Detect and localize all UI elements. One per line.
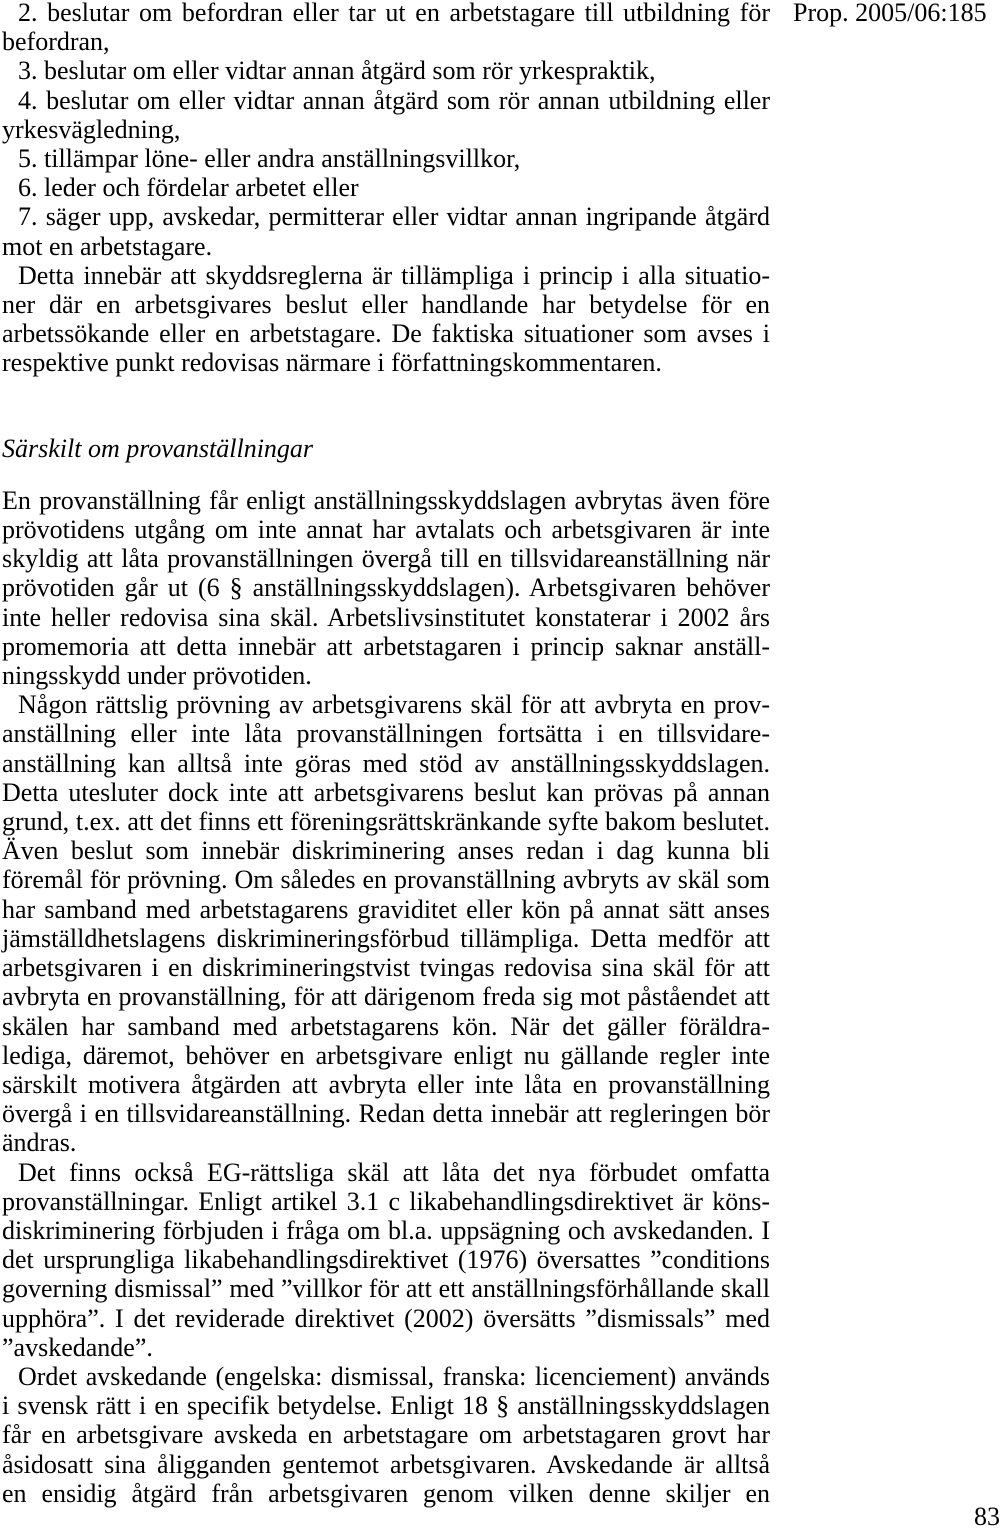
text-line: 6. leder och fördelar arbetet eller — [18, 173, 359, 203]
paragraph — [2, 86, 770, 144]
text-line: det ursprungliga likabehandlingsdirektivet (1976) översattes ”conditions — [2, 1245, 770, 1275]
text-line: respektive punkt redovisas närmare i författningskommentaren. — [2, 348, 662, 378]
text-line: ner där en arbetsgivares beslut eller handlande har betydelse för en — [2, 290, 770, 320]
text-line: diskriminering förbjuden i fråga om bl.a. uppsägning och avskedanden. I — [2, 1215, 770, 1245]
text-line: prövotiden går ut (6 § anställningsskyddslagen). Arbetsgivaren behöver — [2, 573, 770, 603]
paragraph — [2, 173, 770, 202]
text-line: övergå i en tillsvidareanställning. Redan detta innebär att regleringen bör — [2, 1099, 770, 1129]
text-line: Detta innebär att skyddsreglerna är tillämpliga i princip i alla situatio- — [18, 260, 770, 290]
text-line: upphöra”. I det reviderade direktivet (2002) översätts ”dismissals” med — [2, 1303, 770, 1333]
text-line: har samband med arbetstagarens graviditet eller kön på annat sätt anses — [2, 894, 770, 924]
text-line: skälen har samband med arbetstagarens kön. När det gäller föräldra- — [2, 1011, 770, 1041]
text-line: Detta utesluter dock inte att arbetsgivarens beslut kan prövas på annan — [2, 777, 770, 807]
text-line: 2. beslutar om befordran eller tar ut en arbetstagare till utbildning för — [18, 0, 770, 27]
text-line: skyldig att låta provanställningen övergå till en tillsvidareanställning när — [2, 544, 770, 574]
text-line: föremål för prövning. Om således en provanställning avbryts av skäl som — [2, 865, 770, 895]
paragraph — [2, 56, 770, 85]
text-line: ningsskydd under prövotiden. — [2, 661, 312, 691]
paragraph — [2, 261, 770, 378]
section-heading — [2, 434, 770, 463]
text-line: jämställdhetslagens diskrimineringsförbud tillämpliga. Detta medför att — [2, 923, 770, 953]
text-line: arbetssökande eller en arbetstagare. De faktiska situationer som avses i — [2, 319, 770, 349]
text-line: i svensk rätt i en specifik betydelse. Enligt 18 § anställningsskyddslagen — [2, 1391, 770, 1421]
text-line: anställning kan alltså inte göras med stöd av anställningsskyddslagen. — [2, 748, 770, 778]
paragraph — [2, 202, 770, 260]
text-line: prövotidens utgång om inte annat har avtalats och arbetsgivaren är inte — [2, 515, 770, 545]
text-line: Särskilt om provanställningar — [2, 433, 314, 463]
paragraph — [2, 144, 770, 173]
text-line: grund, t.ex. att det finns ett föreningsrättskränkande syfte bakom beslutet. — [2, 807, 770, 837]
text-line: ”avskedande”. — [2, 1332, 153, 1362]
text-line: avbryta en provanställning, för att därigenom freda sig mot påståendet att — [2, 982, 770, 1012]
text-line: arbetsgivaren i en diskrimineringstvist tvingas redovisa sina skäl för att — [2, 953, 770, 983]
text-line: får en arbetsgivare avskeda en arbetstagare om arbetstagaren grovt har — [2, 1420, 770, 1450]
text-line: en ensidig åtgärd från arbetsgivaren genom vilken denne skiljer en — [2, 1478, 770, 1508]
text-line: åsidosatt sina åligganden gentemot arbetsgivaren. Avskedande är alltså — [2, 1449, 770, 1479]
text-line: 4. beslutar om eller vidtar annan åtgärd som rör annan utbildning eller — [18, 85, 770, 115]
text-line: anställning eller inte låta provanställningen fortsätta i en tillsvidare- — [2, 719, 770, 749]
paragraph — [2, 486, 770, 690]
text-line: 5. tillämpar löne- eller andra anställningsvillkor, — [18, 144, 521, 174]
page-number: 83 — [974, 1502, 1000, 1531]
text-line: särskilt motivera åtgärden att avbryta eller inte låta en provanställning — [2, 1069, 770, 1099]
paragraph — [2, 1158, 770, 1362]
text-line: En provanställning får enligt anställningsskyddslagen avbrytas även före — [2, 485, 770, 515]
paragraph — [2, 0, 770, 56]
text-line: governing dismissal” med ”villkor för att ett anställningsförhållande skall — [2, 1274, 770, 1304]
text-line: mot en arbetstagare. — [2, 231, 213, 261]
text-line: Det finns också EG-rättsliga skäl att låta det nya förbudet omfatta — [18, 1157, 770, 1187]
document-text — [2, 0, 770, 1508]
text-line: lediga, däremot, behöver en arbetsgivare enligt nu gällande regler inte — [2, 1040, 770, 1070]
text-line: 3. beslutar om eller vidtar annan åtgärd som rör yrkespraktik, — [18, 56, 656, 86]
text-line: Någon rättslig prövning av arbetsgivarens skäl för att avbryta en prov- — [18, 690, 770, 720]
text-line: Även beslut som innebär diskriminering anses redan i dag kunna bli — [2, 836, 770, 866]
paragraph — [2, 690, 770, 1157]
text-line: ändras. — [2, 1128, 77, 1158]
paragraph — [2, 1362, 770, 1508]
text-line: befordran, — [2, 27, 110, 57]
text-line: yrkesvägledning, — [2, 114, 181, 144]
text-line: 7. säger upp, avskedar, permitterar eller vidtar annan ingripande åtgärd — [18, 202, 770, 232]
text-line: provanställningar. Enligt artikel 3.1 c likabehandlingsdirektivet är köns- — [2, 1186, 770, 1216]
header-proposition-number: Prop. 2005/06:185 — [793, 0, 987, 27]
text-line: promemoria att detta innebär att arbetstagaren i princip saknar anställ- — [2, 631, 770, 661]
text-line: Ordet avskedande (engelska: dismissal, franska: licenciement) används — [18, 1361, 770, 1391]
text-line: inte heller redovisa sina skäl. Arbetslivsinstitutet konstaterar i 2002 års — [2, 602, 770, 632]
